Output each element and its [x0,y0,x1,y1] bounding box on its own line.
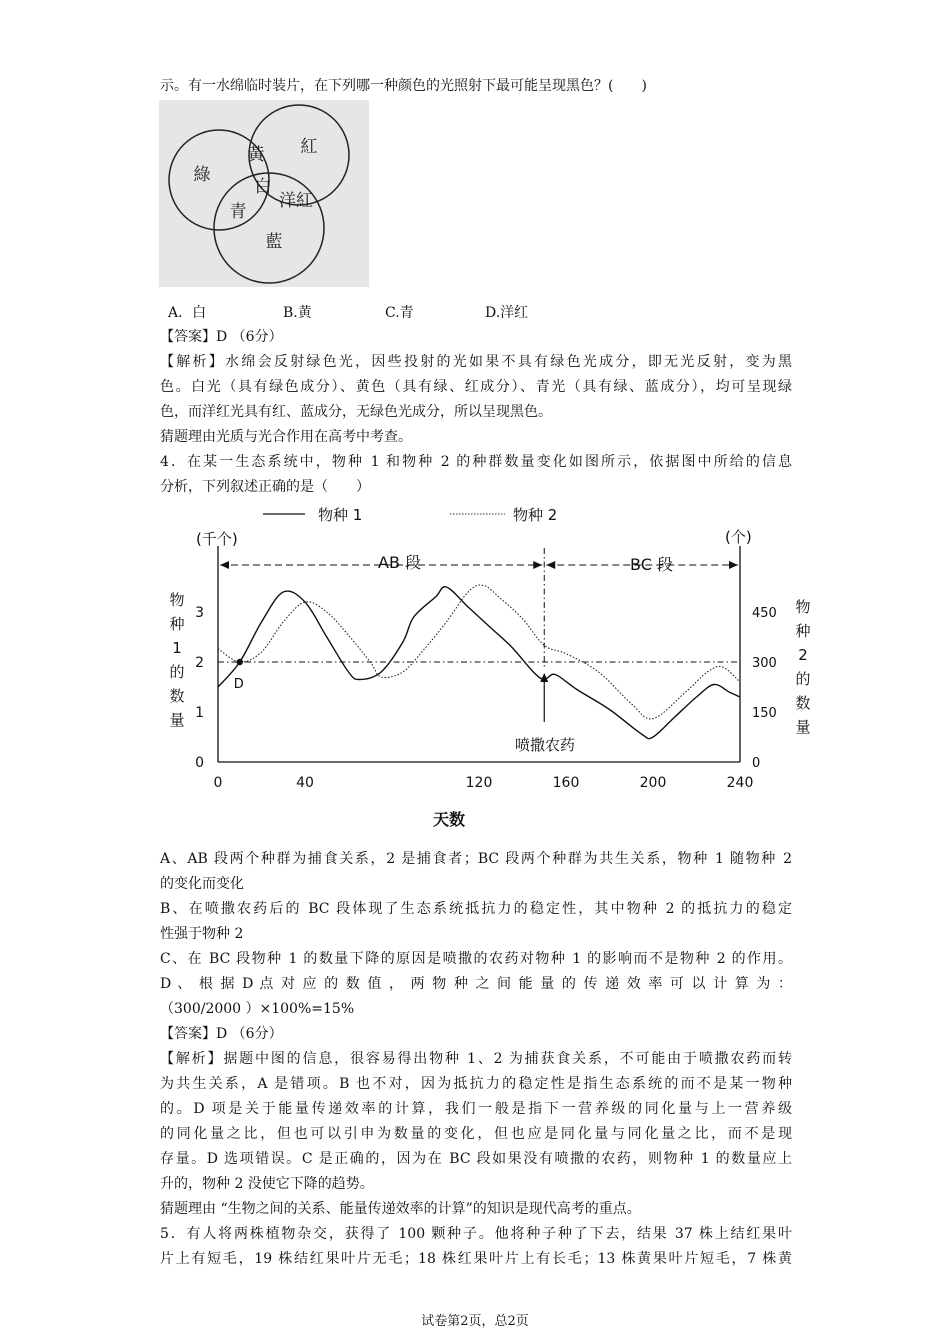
legend-label-species-1: 物种 1 [318,506,363,524]
venn-label-cyan: 青 [229,202,247,222]
q4-option-a-line-2: 的变化而变化 [160,876,244,892]
left-tick-label: 2 [195,655,204,671]
q4-explanation-line-3: 的。D 项是关于能量传递效率的计算，我们一般是指下一营养级的同化量与上一营养级 [160,1101,792,1117]
q4-option-a-line-1: A、AB 段两个种群为捕食关系，2 是捕食者；BC 段两个种群为共生关系，物种 1 随物种 2 [160,851,792,867]
x-tick-label: 0 [213,775,223,791]
q4-stem-line-1: 4．在某一生态系统中，物种 1 和物种 2 的种群数量变化如图所示，依据图中所给的信息 [160,454,792,470]
spray-label: 喷撒农药 [515,736,576,754]
q4-reason: 猜题理由 “生物之间的关系、能量传递效率的计算”的知识是现代高考的重点。 [160,1201,641,1217]
x-axis-title: 天数 [433,810,466,829]
series-line-species-1 [218,587,740,739]
left-axis-title-char: 量 [169,711,185,729]
right-axis-title-char: 量 [795,718,810,736]
venn-label-magenta: 洋紅 [279,191,313,211]
x-tick-label: 120 [465,775,493,791]
x-tick-label: 240 [726,775,754,791]
venn-label-blue: 藍 [265,232,283,252]
q4-option-b-line-2: 性强于物种 2 [160,926,244,942]
q3-option-c: C.青 [385,305,414,321]
q3-explanation-line-2: 色。白光（具有绿色成分）、黄色（具有绿、红成分）、青光（具有绿、蓝成分），均可呈现绿 [160,379,792,395]
color-venn-diagram [159,100,369,287]
q4-explanation-line-5: 存量。D 选项错误。C 是正确的，因为在 BC 段如果没有喷撒的农药，则物种 1 的数量应上 [160,1151,792,1167]
segment-ab-arrow-right [533,561,542,569]
left-axis-title-char: 数 [169,687,185,705]
chart-ticks [169,591,810,791]
q4-option-d-line-1: D 、 根 据 D 点 对 应 的 数 值 ， 两 物 种 之 间 能 量 的 传 递 效 率 可 以 计 算 为 ： [160,976,792,992]
left-axis-title-char: 1 [172,639,182,657]
q4-explanation-line-1: 【解析】据题中图的信息，很容易得出物种 1、2 为捕获食关系，不可能由于喷撒农药而转 [160,1051,792,1067]
q4-explanation-line-6: 升的，物种 2 没使它下降的趋势。 [160,1176,374,1192]
q4-stem-line-2: 分析，下列叙述正确的是（ ） [160,479,370,495]
x-tick-label: 160 [552,775,580,791]
q4-option-b-line-1: B、在喷撒农药后的 BC 段体现了生态系统抵抗力的稳定性，其中物种 2 的抵抗力的稳定 [160,901,792,917]
x-tick-label: 40 [296,775,314,791]
left-tick-label: 0 [195,755,204,771]
right-tick-label: 0 [752,756,761,771]
q4-explanation-line-4: 的同化量之比，但也可以引申为数量的变化，但也应是同化量与同化量之比，而不是现 [160,1126,792,1142]
right-axis-title-char: 2 [798,646,808,664]
point-d-marker [237,659,243,665]
x-tick-label: 200 [639,775,667,791]
q5-line-2: 片上有短毛，19 株结红果叶片无毛；18 株红果叶片上有长毛；13 株黄果叶片短毛，7 株黄 [160,1251,792,1267]
right-axis-title-char: 物 [795,598,810,616]
q4-explanation-line-2: 为共生关系，A 是错项。B 也不对，因为抵抗力的稳定性是指生态系统的而不是某一物种 [160,1076,792,1092]
left-tick-label: 3 [195,605,204,621]
segment-ab-label: AB 段 [378,553,422,572]
right-axis-title-char: 数 [795,694,810,712]
q4-option-d-line-2: （300/2000 ）×100%=15% [160,1001,355,1017]
left-axis-title-char: 的 [169,663,185,681]
segment-ab-arrow-left [220,561,229,569]
left-axis-title-char: 种 [169,615,185,633]
segment-bc-label: BC 段 [630,555,673,574]
left-axis-unit: (千个) [196,530,238,548]
series-line-species-2 [218,585,740,719]
right-tick-label: 300 [752,656,777,671]
right-axis-unit: (个) [725,528,752,546]
right-tick-label: 150 [752,706,777,721]
population-chart [150,500,810,839]
q4-option-c: C、在 BC 段物种 1 的数量下降的原因是喷撒的农药对物种 1 的影响而不是物种 2 的作用。 [160,951,792,967]
q3-answer: 【答案】D （6分） [160,329,283,345]
q3-explanation-line-3: 色，而洋红光具有红、蓝成分，无绿色光成分，所以呈现黑色。 [160,404,552,420]
left-tick-label: 1 [195,705,204,721]
segment-bc-arrow-right [729,561,738,569]
q3-option-d: D.洋红 [485,305,529,321]
q3-option-b: B.黄 [283,305,312,321]
legend-label-species-2: 物种 2 [513,506,558,524]
right-axis-title-char: 的 [795,670,810,688]
left-axis-title-char: 物 [169,591,185,609]
right-axis-title-char: 种 [795,622,810,640]
q4-answer: 【答案】D （6分） [160,1026,283,1042]
segment-bc-arrow-left [546,561,555,569]
venn-label-yellow: 黃 [247,145,265,165]
q5-line-1: 5．有人将两株植物杂交，获得了 100 颗种子。他将种子种了下去，结果 37 株上结红果叶 [160,1226,792,1242]
q3-option-a: A．白 [168,305,207,321]
venn-label-green: 綠 [193,165,211,185]
point-d-label: D [233,677,244,692]
q3-stem-tail: 示。有一水绵临时装片，在下列哪一种颜色的光照射下最可能呈现黑色？( ) [160,78,647,94]
right-tick-label: 450 [752,606,777,621]
venn-label-white: 白 [254,177,272,197]
q3-explanation-line-1: 【解析】水绵会反射绿色光，因些投射的光如果不具有绿色光成分，即无光反射，变为黑 [160,354,792,370]
venn-label-red: 紅 [300,137,318,157]
page-footer: 试卷第2页，总2页 [421,1314,529,1329]
q3-reason: 猜题理由光质与光合作用在高考中考查。 [160,429,412,445]
